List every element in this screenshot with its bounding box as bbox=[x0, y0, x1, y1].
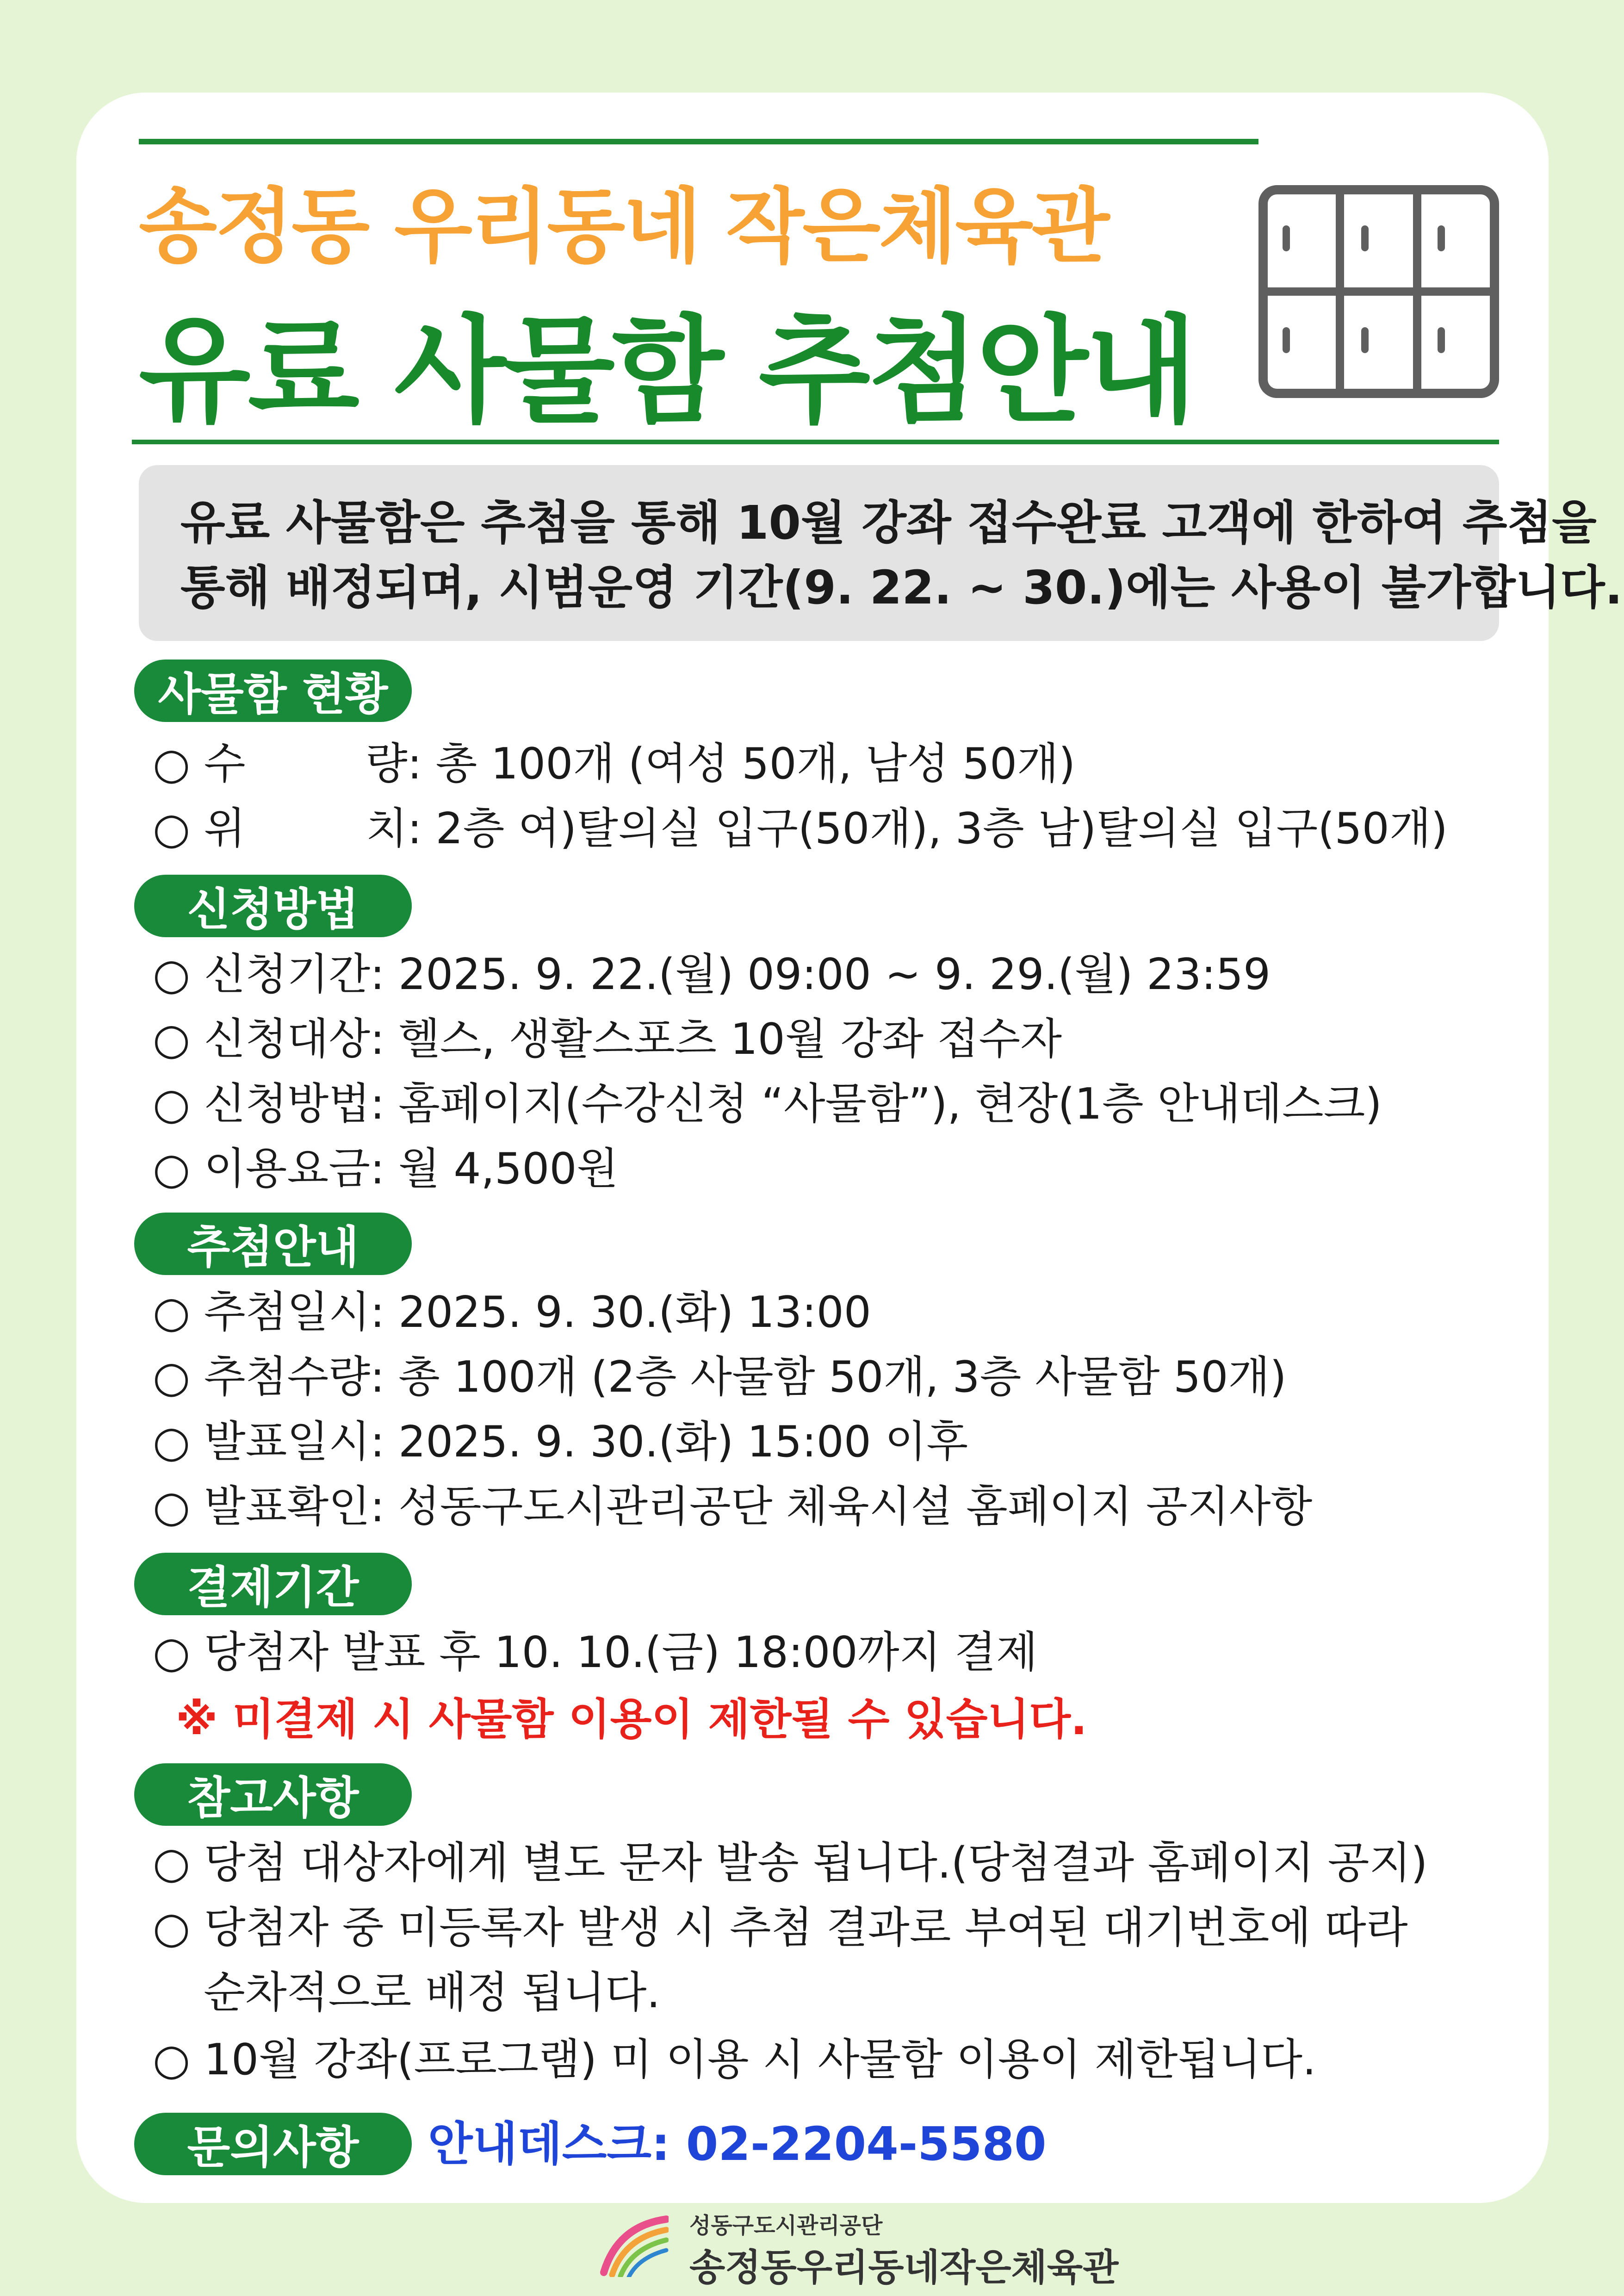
lottery-item: ○ 발표일시: 2025. 9. 30.(화) 15:00 이후 bbox=[153, 1417, 968, 1467]
top-divider bbox=[139, 139, 1258, 144]
apply-item: ○ 신청대상: 헬스, 생활스포츠 10월 강좌 접수자 bbox=[153, 1014, 1062, 1064]
lottery-item: ○ 발표확인: 성동구도시관리공단 체육시설 홈페이지 공지사항 bbox=[153, 1481, 1313, 1531]
apply-item: ○ 이용요금: 월 4,500원 bbox=[153, 1144, 619, 1194]
locker-icon bbox=[1258, 185, 1499, 398]
payment-item: ○ 당첨자 발표 후 10. 10.(금) 18:00까지 결제 bbox=[153, 1627, 1038, 1677]
apply-item: ○ 신청방법: 홈페이지(수강신청 “사물함”), 현장(1층 안내데스크) bbox=[153, 1079, 1382, 1129]
contact-phone: 안내데스크: 02-2204-5580 bbox=[428, 2117, 1047, 2171]
apply-item: ○ 신청기간: 2025. 9. 22.(월) 09:00 ~ 9. 29.(월) 23:59 bbox=[153, 949, 1271, 999]
lottery-item: ○ 추첨수량: 총 100개 (2층 사물함 50개, 3층 사물함 50개) bbox=[153, 1352, 1287, 1402]
section-heading-contact: 문의사항 bbox=[134, 2113, 412, 2175]
status-item: ○ 위 치: 2층 여)탈의실 입구(50개), 3층 남)탈의실 입구(50개) bbox=[153, 803, 1448, 853]
notes-item: ○ 10월 강좌(프로그램) 미 이용 시 사물함 이용이 제한됩니다. bbox=[153, 2035, 1316, 2084]
notes-item: ○ 당첨 대상자에게 별도 문자 발송 됩니다.(당첨결과 홈페이지 공지) bbox=[153, 1838, 1428, 1888]
section-heading-lottery: 추첨안내 bbox=[134, 1213, 412, 1275]
rainbow-logo-icon bbox=[599, 2208, 669, 2277]
intro-line2: 통해 배정되며, 시범운영 기간(9. 22. ~ 30.)에는 사용이 불가합니다. bbox=[180, 560, 1623, 615]
lottery-item: ○ 추첨일시: 2025. 9. 30.(화) 13:00 bbox=[153, 1287, 871, 1337]
section-heading-status: 사물함 현황 bbox=[134, 660, 412, 722]
payment-warning: ※ 미결제 시 사물함 이용이 제한될 수 있습니다. bbox=[176, 1694, 1087, 1744]
footer-facility-name: 송정동우리동네작은체육관 bbox=[689, 2246, 1119, 2289]
header-divider bbox=[132, 440, 1499, 444]
notes-item: ○ 당첨자 중 미등록자 발생 시 추첨 결과로 부여된 대기번호에 따라 bbox=[153, 1903, 1408, 1953]
intro-box bbox=[139, 465, 1623, 641]
section-heading-notes: 참고사항 bbox=[134, 1763, 412, 1826]
section-heading-payment: 결제기간 bbox=[134, 1553, 412, 1615]
notes-item-continued: 순차적으로 배정 됩니다. bbox=[204, 1967, 661, 2017]
intro-line1: 유료 사물함은 추첨을 통해 10월 강좌 접수완료 고객에 한하여 추첨을 bbox=[180, 496, 1597, 550]
title-line2: 유료 사물함 추첨안내 bbox=[139, 304, 1195, 438]
title-line1: 송정동 우리동네 작은체육관 bbox=[139, 180, 1108, 274]
footer-organization: 성동구도시관리공단 bbox=[689, 2213, 883, 2239]
status-item: ○ 수 량: 총 100개 (여성 50개, 남성 50개) bbox=[153, 739, 1076, 789]
section-heading-apply: 신청방법 bbox=[134, 875, 412, 937]
